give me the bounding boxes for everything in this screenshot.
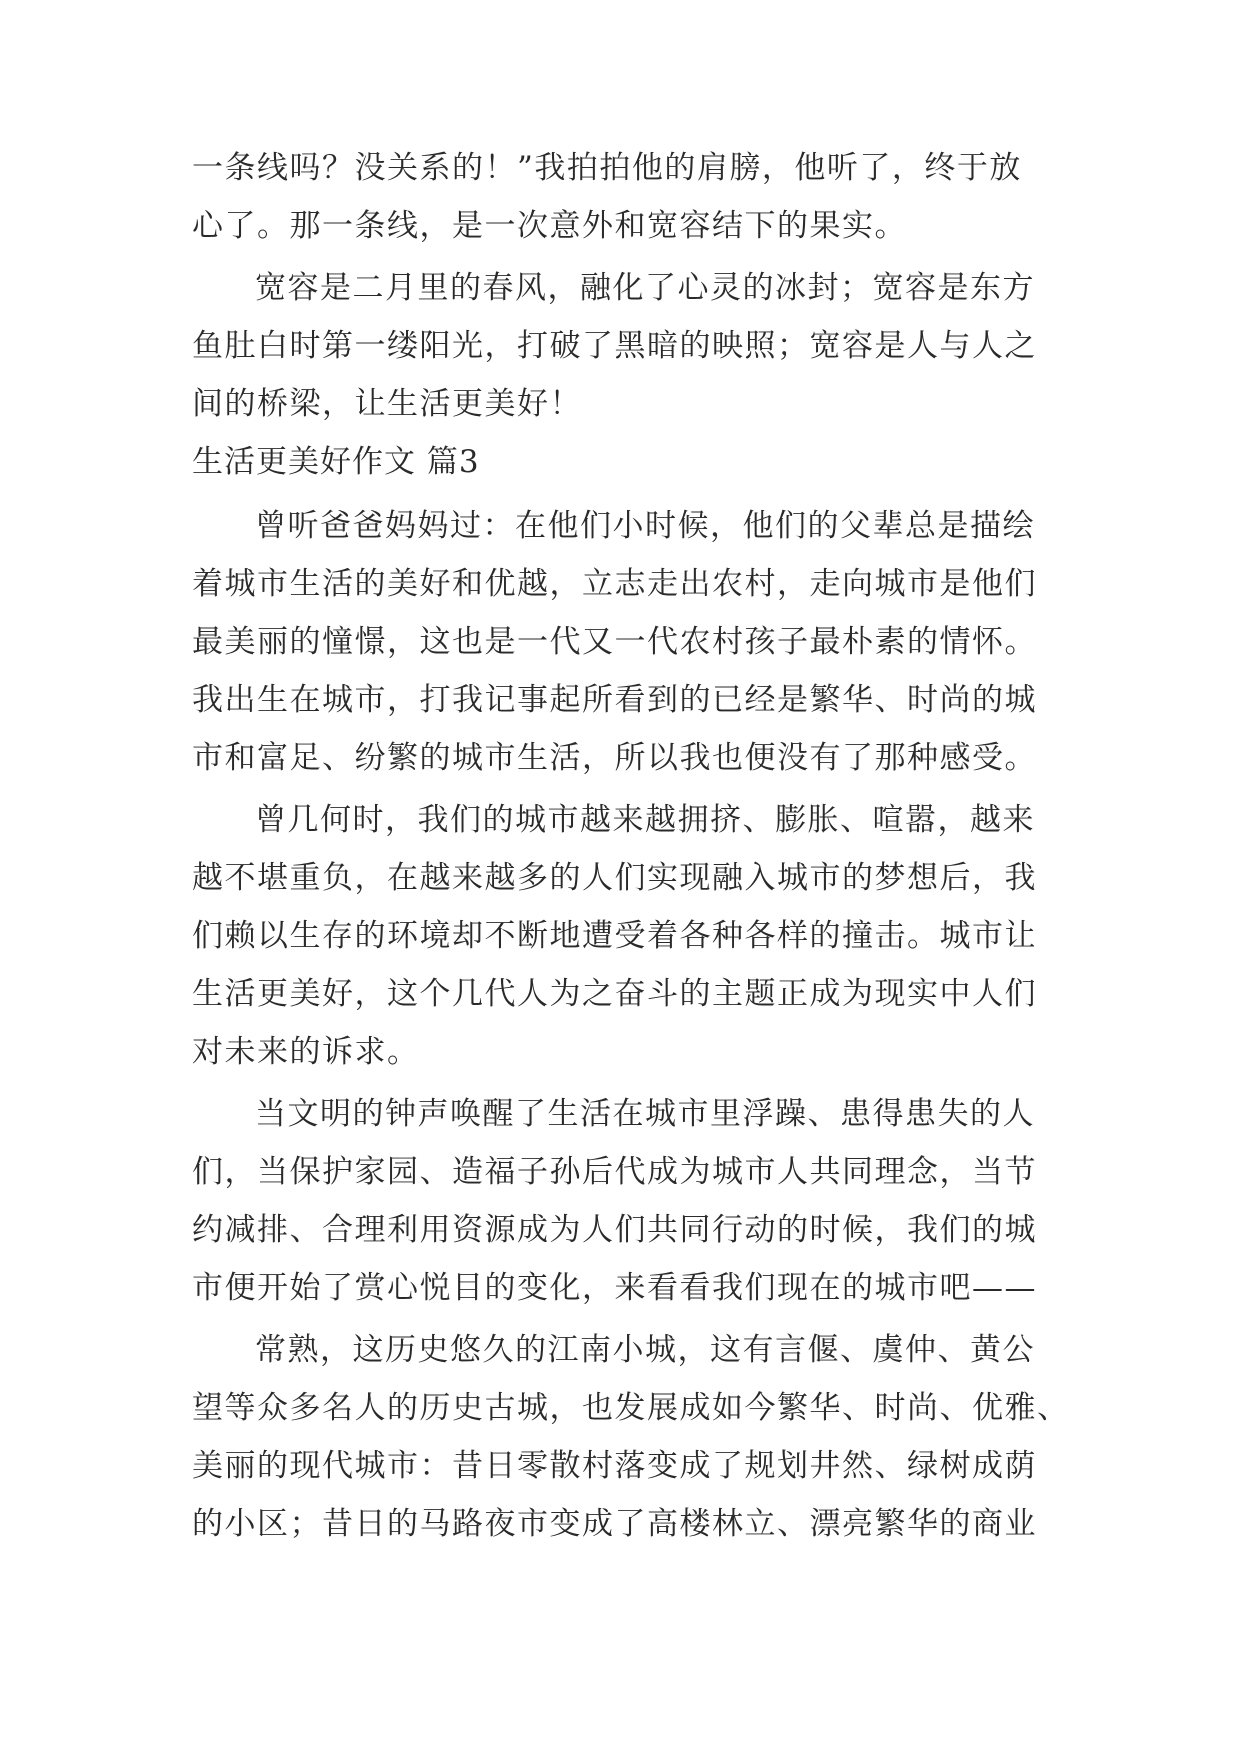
text-line: 我出生在城市，打我记事起所看到的已经是繁华、时尚的城 <box>192 682 1037 718</box>
text-line: 鱼肚白时第一缕阳光，打破了黑暗的映照；宽容是人与人之 <box>192 328 1037 364</box>
text-line: 最美丽的憧憬，这也是一代又一代农村孩子最朴素的情怀。 <box>192 624 1037 660</box>
text-line: 心了。那一条线，是一次意外和宽容结下的果实。 <box>192 208 907 244</box>
text-line: 对未来的诉求。 <box>192 1034 420 1070</box>
paragraph-start: 常熟，这历史悠久的江南小城，这有言偃、虞仲、黄公 <box>255 1332 1035 1368</box>
paragraph-start: 宽容是二月里的春风，融化了心灵的冰封；宽容是东方 <box>255 270 1035 306</box>
text-line: 望等众多名人的历史古城，也发展成如今繁华、时尚、优雅、 <box>192 1390 1070 1426</box>
text-line: 越不堪重负，在越来越多的人们实现融入城市的梦想后，我 <box>192 860 1037 896</box>
text-line: 的小区；昔日的马路夜市变成了高楼林立、漂亮繁华的商业 <box>192 1506 1037 1542</box>
paragraph-start: 曾几何时，我们的城市越来越拥挤、膨胀、喧嚣，越来 <box>255 802 1035 838</box>
text-line: 美丽的现代城市：昔日零散村落变成了规划井然、绿树成荫 <box>192 1448 1037 1484</box>
text-line: 生活更美好，这个几代人为之奋斗的主题正成为现实中人们 <box>192 976 1037 1012</box>
section-heading: 生活更美好作文 篇3 <box>192 444 480 480</box>
text-line: 们赖以生存的环境却不断地遭受着各种各样的撞击。城市让 <box>192 918 1037 954</box>
text-line: 一条线吗？没关系的！”我拍拍他的肩膀，他听了，终于放 <box>192 150 1022 186</box>
paragraph-start: 当文明的钟声唤醒了生活在城市里浮躁、患得患失的人 <box>255 1096 1035 1132</box>
text-line: 间的桥梁，让生活更美好！ <box>192 386 582 422</box>
text-line: 市便开始了赏心悦目的变化，来看看我们现在的城市吧—— <box>192 1270 1037 1306</box>
text-line: 们，当保护家园、造福子孙后代成为城市人共同理念，当节 <box>192 1154 1037 1190</box>
text-line: 市和富足、纷繁的城市生活，所以我也便没有了那种感受。 <box>192 740 1037 776</box>
text-line: 约减排、合理利用资源成为人们共同行动的时候，我们的城 <box>192 1212 1037 1248</box>
text-line: 着城市生活的美好和优越，立志走出农村，走向城市是他们 <box>192 566 1037 602</box>
paragraph-start: 曾听爸爸妈妈过：在他们小时候，他们的父辈总是描绘 <box>255 508 1035 544</box>
